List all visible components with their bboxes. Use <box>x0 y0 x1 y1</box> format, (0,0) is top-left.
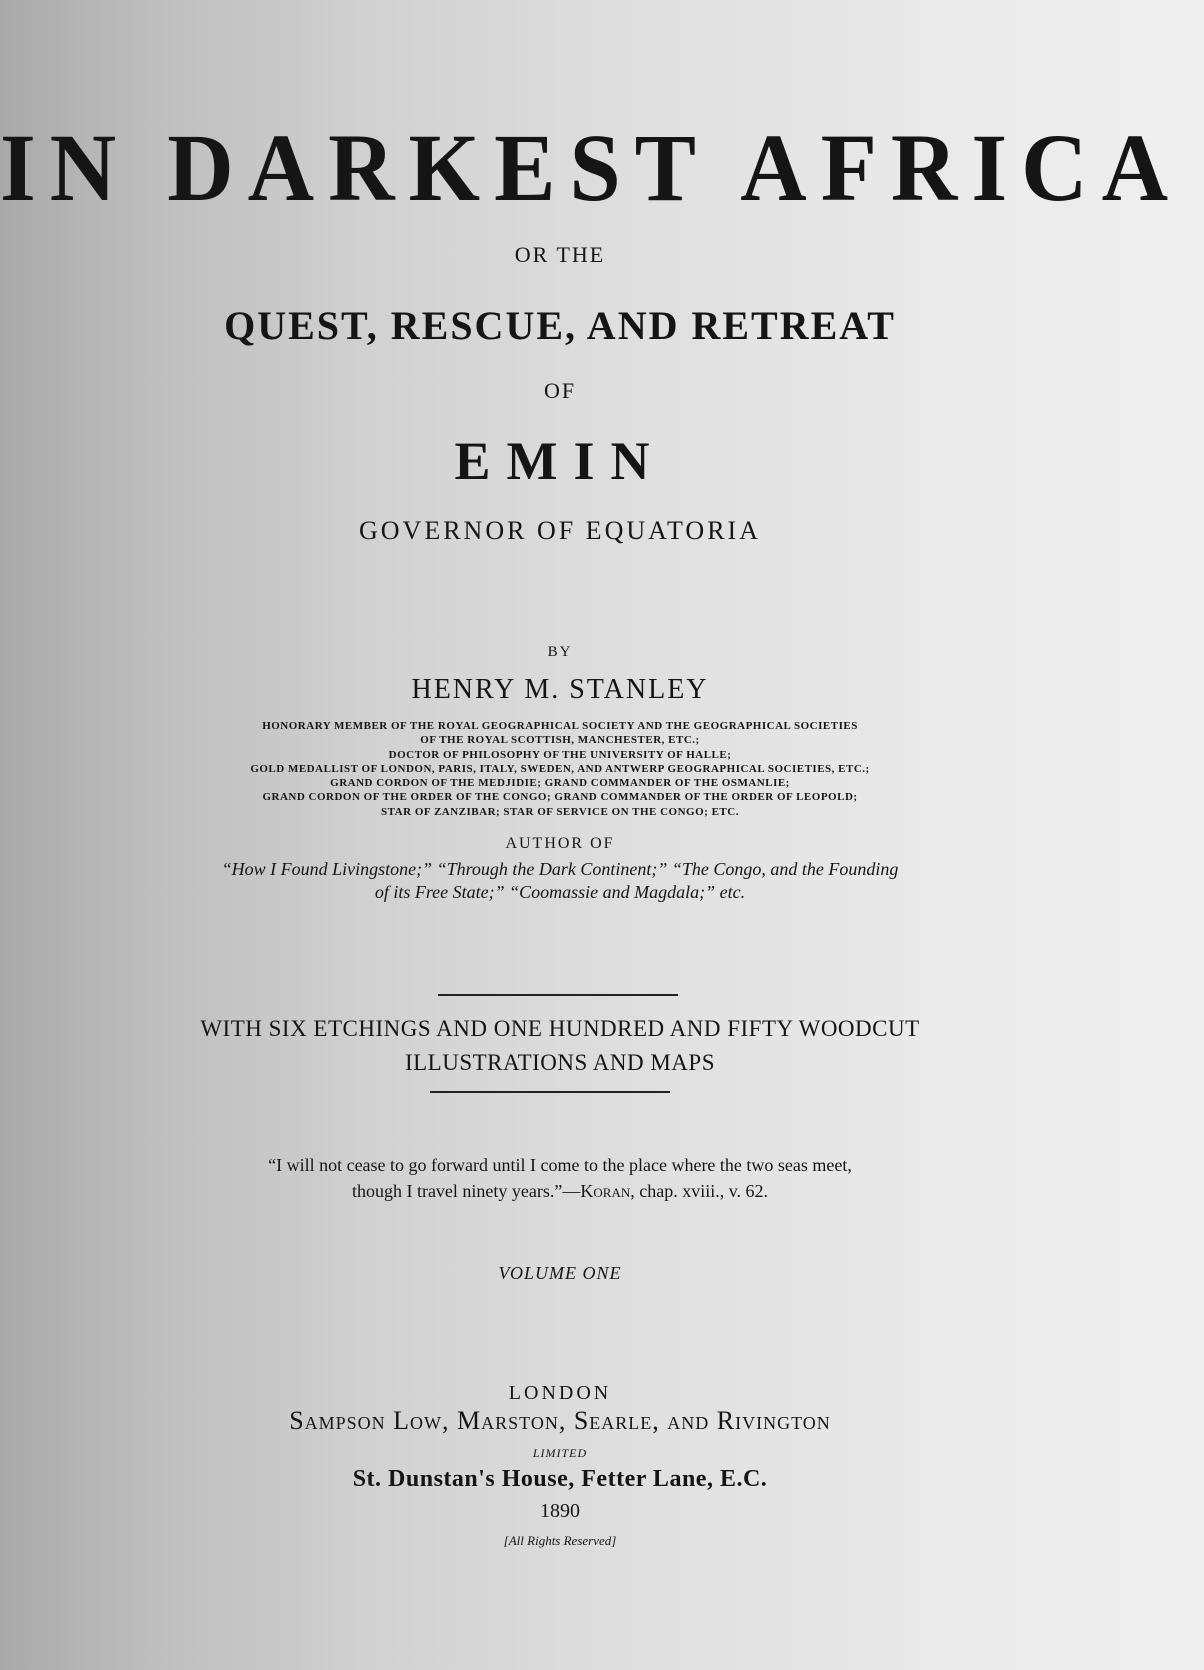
imprint-year: 1890 <box>540 1500 580 1522</box>
epigraph-text: though I travel ninety years.”— <box>351 1181 581 1201</box>
works-line: of its Free State;” “Coomassie and Magdala;” etc. <box>374 882 746 902</box>
honor-line: GOLD MEDALLIST OF LONDON, PARIS, ITALY, SWEDEN, AND ANTWERP GEOGRAPHICAL SOCIETIES, ETC.; <box>250 762 870 775</box>
imprint-limited: LIMITED <box>532 1446 588 1460</box>
subject-name: EMIN <box>454 431 666 491</box>
bottom-divider-rule <box>430 1091 670 1093</box>
or-the-text: OR THE <box>514 242 606 267</box>
subject-title: GOVERNOR OF EQUATORIA <box>359 516 761 545</box>
volume-label: VOLUME ONE <box>498 1263 622 1283</box>
honor-line: DOCTOR OF PHILOSOPHY OF THE UNIVERSITY OF HALLE; <box>388 748 732 761</box>
epigraph-citation: , chap. xviii., v. 62. <box>630 1181 769 1201</box>
top-divider-rule <box>438 994 678 996</box>
imprint-address: St. Dunstan's House, Fetter Lane, E.C. <box>352 1466 768 1492</box>
of-text: OF <box>543 378 577 403</box>
author-honors <box>0 719 1120 819</box>
author-name: HENRY M. STANLEY <box>411 674 709 705</box>
illustrations-line: WITH SIX ETCHINGS AND ONE HUNDRED AND FIFTY WOODCUT <box>200 1016 920 1041</box>
book-subtitle: QUEST, RESCUE, AND RETREAT <box>224 303 896 348</box>
author-of-heading: AUTHOR OF <box>505 835 615 852</box>
epigraph-line: “I will not cease to go forward until I come to the place where the two seas meet, <box>268 1155 852 1175</box>
illustrations-line: ILLUSTRATIONS AND MAPS <box>404 1050 716 1075</box>
by-text: BY <box>547 644 573 660</box>
illustrations-note <box>0 1012 1120 1080</box>
epigraph-source: Koran <box>580 1181 631 1201</box>
honor-line: GRAND CORDON OF THE ORDER OF THE CONGO; GRAND COMMANDER OF THE ORDER OF LEOPOLD; <box>262 791 858 804</box>
book-title: IN DARKEST AFRICA <box>0 114 1183 222</box>
honor-line: OF THE ROYAL SCOTTISH, MANCHESTER, ETC.; <box>420 734 700 747</box>
honor-line: GRAND CORDON OF THE MEDJIDIE; GRAND COMMANDER OF THE OSMANLIE; <box>330 777 790 790</box>
epigraph-line <box>0 1178 1120 1204</box>
imprint-city: LONDON <box>508 1382 612 1404</box>
honor-line: STAR OF ZANZIBAR; STAR OF SERVICE ON THE CONGO; ETC. <box>381 805 739 818</box>
imprint-publisher: Sampson Low, Marston, Searle, and Rivington <box>289 1406 831 1435</box>
honor-line: HONORARY MEMBER OF THE ROYAL GEOGRAPHICAL SOCIETY AND THE GEOGRAPHICAL SOCIETIES <box>262 720 858 732</box>
works-line: “How I Found Livingstone;” “Through the Dark Continent;” “The Congo, and the Founding <box>221 859 899 879</box>
epigraph <box>0 1152 1120 1204</box>
previous-works <box>0 858 1120 904</box>
rights-notice: [All Rights Reserved] <box>503 1533 617 1548</box>
